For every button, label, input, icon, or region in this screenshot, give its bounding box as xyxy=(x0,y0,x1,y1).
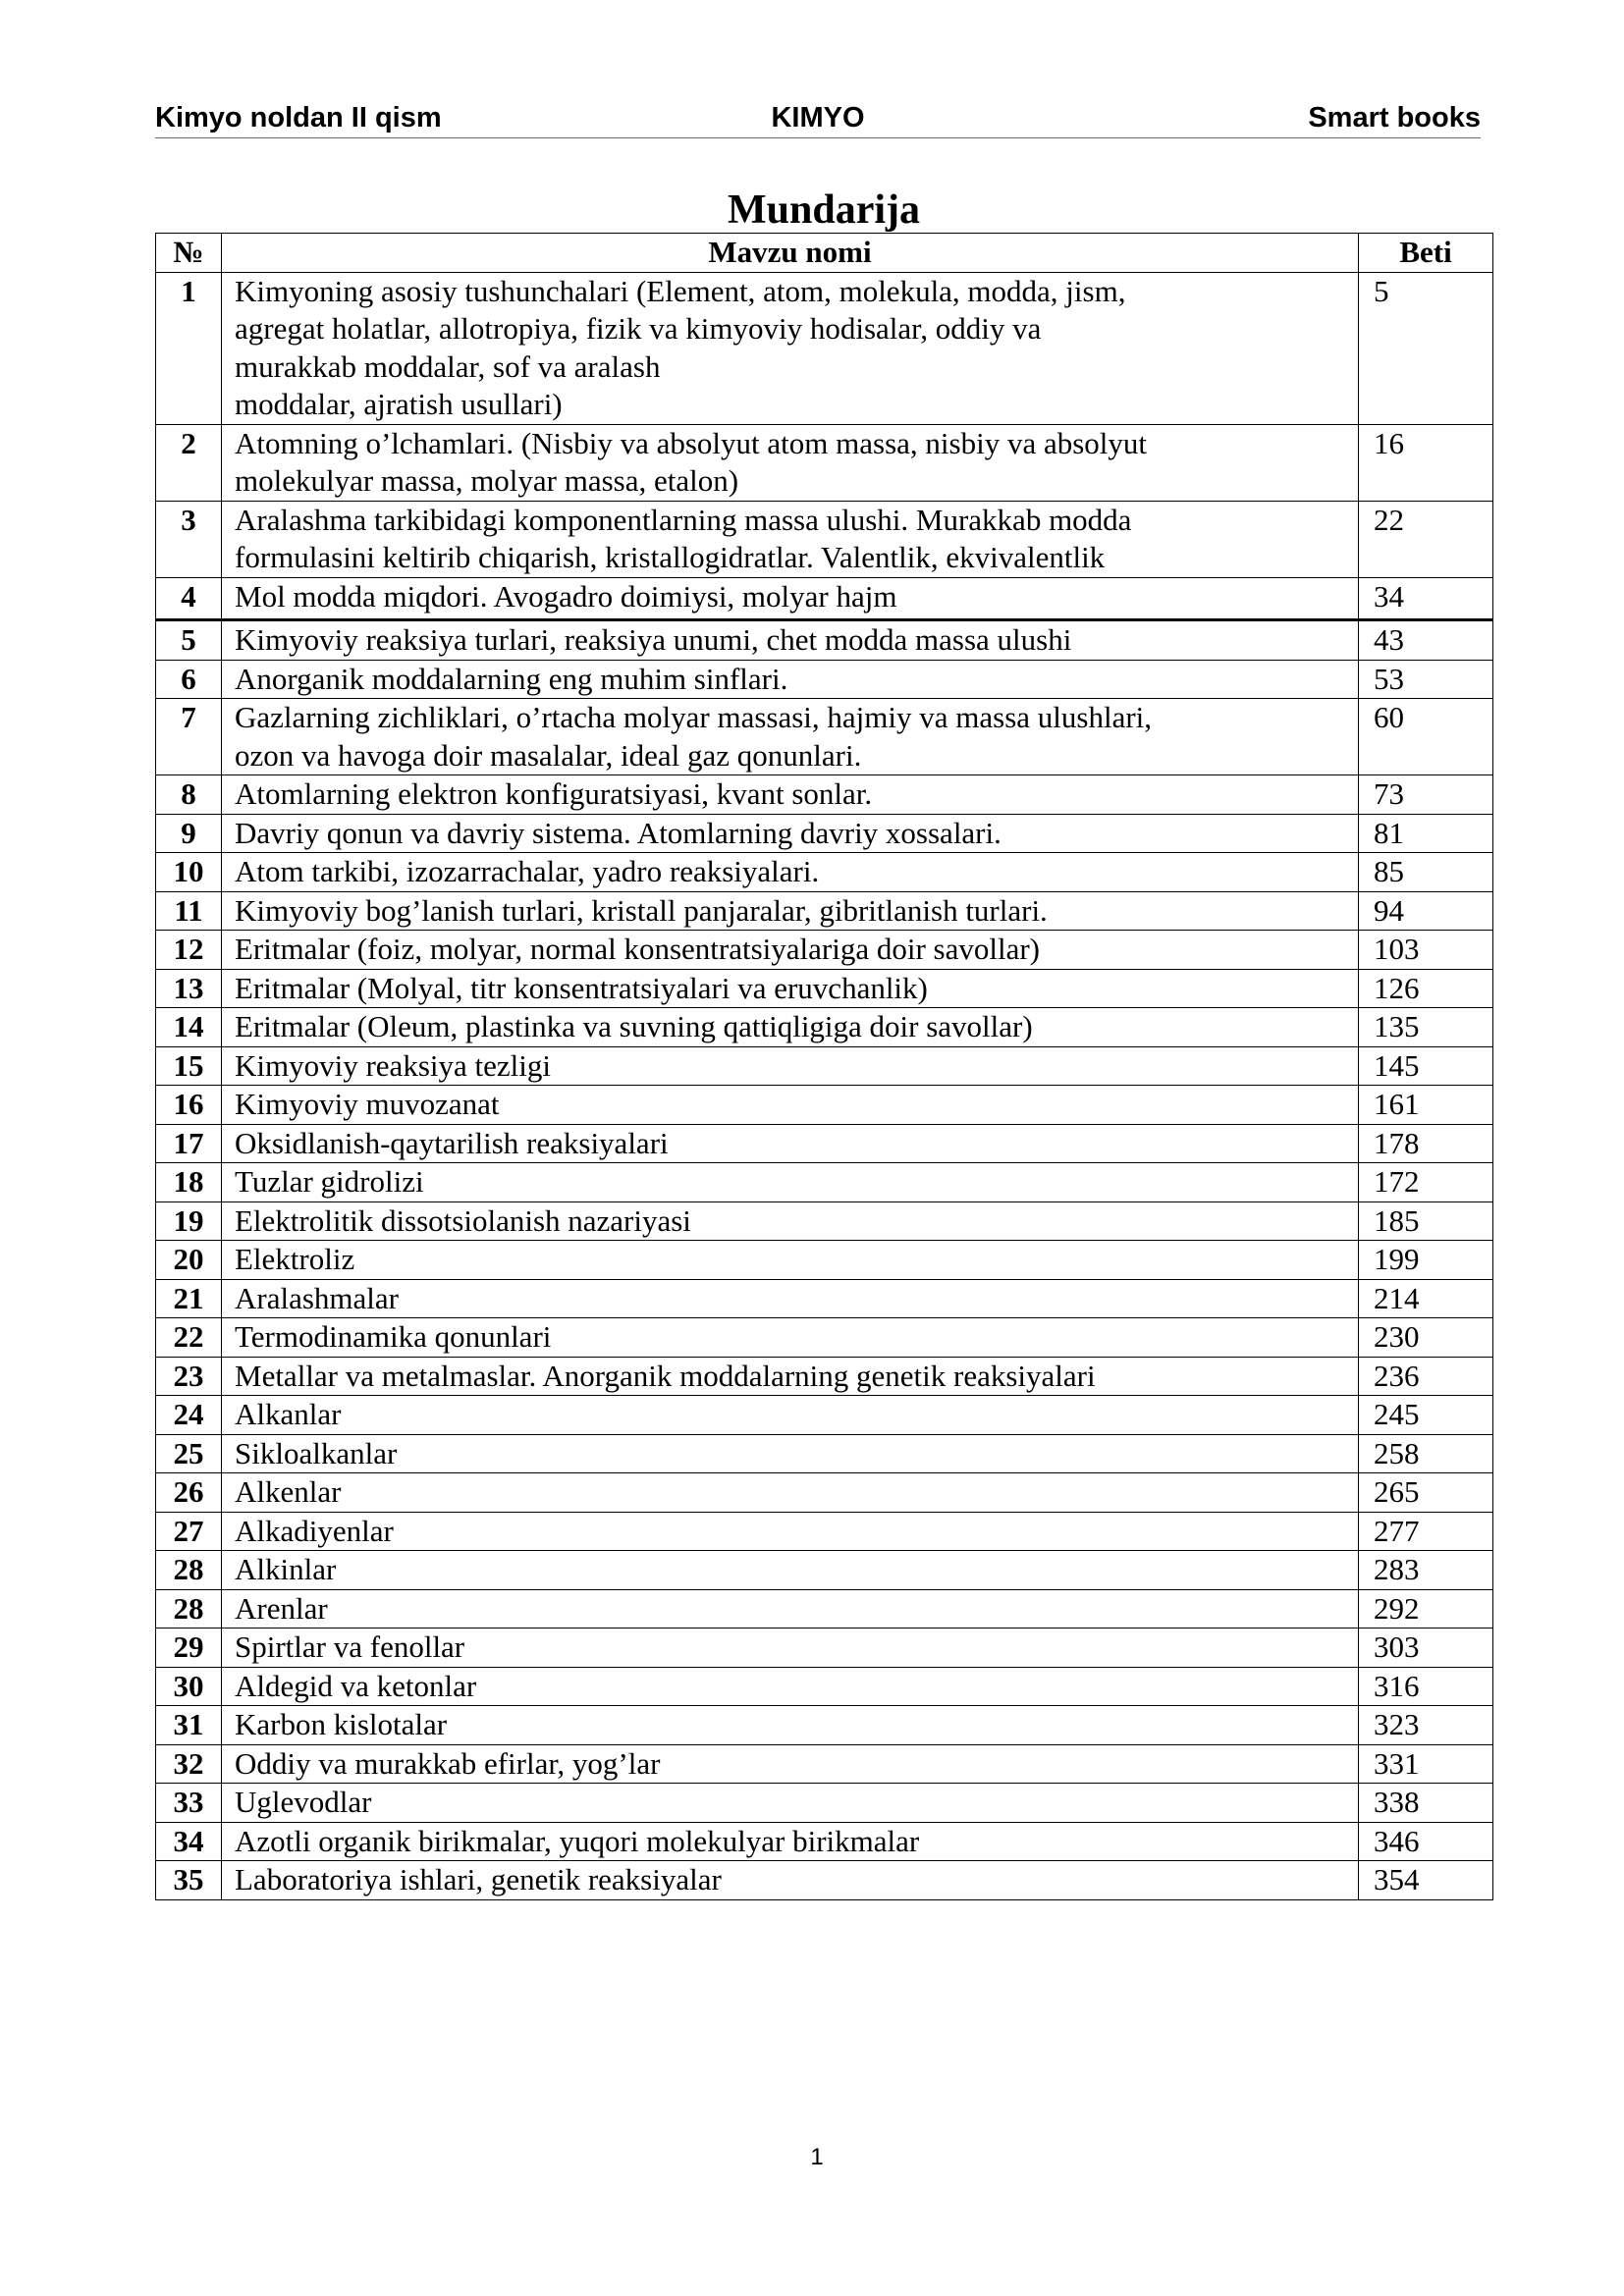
toc-row-number: 33 xyxy=(156,1784,222,1823)
toc-row-topic: Gazlarning zichliklari, o’rtacha molyar massasi, hajmiy va massa ulushlari, ozon va havoga doir masalalar, ideal gaz qonunlari. xyxy=(222,699,1359,775)
toc-row-topic: Termodinamika qonunlari xyxy=(222,1318,1359,1358)
toc-row-topic: Elektrolitik dissotsiolanish nazariyasi xyxy=(222,1201,1359,1241)
toc-row-page: 283 xyxy=(1359,1551,1493,1590)
toc-row-page: 178 xyxy=(1359,1124,1493,1163)
toc-row-topic: Alkenlar xyxy=(222,1473,1359,1513)
toc-row xyxy=(156,1318,1493,1358)
toc-row-number: 16 xyxy=(156,1086,222,1125)
toc-row-topic: Tuzlar gidrolizi xyxy=(222,1163,1359,1202)
toc-row-topic: Kimyoning asosiy tushunchalari (Element, atom, molekula, modda, jism, agregat holatlar, allotropiya, fizik va kimyoviy hodisalar, oddiy va murakkab moddalar, sof va aralash moddalar, ajratish usullari) xyxy=(222,272,1359,424)
toc-row-page: 135 xyxy=(1359,1008,1493,1047)
column-header-number: № xyxy=(156,234,222,273)
toc-row-page: 94 xyxy=(1359,891,1493,931)
toc-row-number: 21 xyxy=(156,1279,222,1318)
toc-row-number: 5 xyxy=(156,620,222,661)
toc-row-page: 73 xyxy=(1359,775,1493,815)
toc-row-topic: Oddiy va murakkab efirlar, yog’lar xyxy=(222,1744,1359,1784)
toc-row-topic: Kimyoviy reaksiya turlari, reaksiya unumi, chet modda massa ulushi xyxy=(222,620,1359,661)
toc-row-topic: Alkanlar xyxy=(222,1396,1359,1435)
running-header xyxy=(155,98,1481,138)
toc-row-page: 60 xyxy=(1359,699,1493,775)
toc-row-number: 27 xyxy=(156,1512,222,1551)
toc-row-number: 28 xyxy=(156,1589,222,1629)
toc-row-topic: Mol modda miqdori. Avogadro doimiysi, molyar hajm xyxy=(222,577,1359,620)
toc-row-page: 145 xyxy=(1359,1046,1493,1086)
toc-row-topic: Azotli organik birikmalar, yuqori molekulyar birikmalar xyxy=(222,1822,1359,1861)
toc-row-page: 331 xyxy=(1359,1744,1493,1784)
toc-row-topic: Atomning o’lchamlari. (Nisbiy va absolyut atom massa, nisbiy va absolyut molekulyar massa, molyar massa, etalon) xyxy=(222,424,1359,501)
toc-row-topic: Aldegid va ketonlar xyxy=(222,1667,1359,1706)
toc-row-page: 53 xyxy=(1359,660,1493,699)
toc-row-topic: Eritmalar (Molyal, titr konsentratsiyalari va eruvchanlik) xyxy=(222,969,1359,1008)
toc-row-topic: Alkinlar xyxy=(222,1551,1359,1590)
toc-row-page: 236 xyxy=(1359,1357,1493,1396)
toc-row-topic: Karbon kislotalar xyxy=(222,1706,1359,1745)
toc-row-topic: Aralashma tarkibidagi komponentlarning massa ulushi. Murakkab modda formulasini keltirib chiqarish, kristallogidratlar. Valentlik, ekvivalentlik xyxy=(222,501,1359,577)
toc-row-number: 12 xyxy=(156,931,222,970)
toc-row xyxy=(156,1046,1493,1086)
toc-row-topic: Elektroliz xyxy=(222,1241,1359,1280)
toc-row xyxy=(156,1279,1493,1318)
table-of-contents xyxy=(155,233,1492,1900)
toc-row-number: 31 xyxy=(156,1706,222,1745)
toc-row-page: 303 xyxy=(1359,1629,1493,1668)
toc-row-number: 26 xyxy=(156,1473,222,1513)
toc-row-number: 35 xyxy=(156,1861,222,1900)
toc-row-number: 10 xyxy=(156,853,222,892)
toc-row-page: 34 xyxy=(1359,577,1493,620)
toc-row-topic: Atomlarning elektron konfiguratsiyasi, kvant sonlar. xyxy=(222,775,1359,815)
running-header-publisher: Smart books xyxy=(1308,102,1481,133)
toc-row xyxy=(156,660,1493,699)
toc-row xyxy=(156,1667,1493,1706)
toc-row-number: 30 xyxy=(156,1667,222,1706)
toc-row-number: 29 xyxy=(156,1629,222,1668)
toc-row-number: 22 xyxy=(156,1318,222,1358)
toc-row-topic: Anorganik moddalarning eng muhim sinflari. xyxy=(222,660,1359,699)
toc-row xyxy=(156,1086,1493,1125)
toc-row xyxy=(156,1822,1493,1861)
toc-row-topic: Eritmalar (foiz, molyar, normal konsentratsiyalariga doir savollar) xyxy=(222,931,1359,970)
toc-row-topic: Laboratoriya ishlari, genetik reaksiyalar xyxy=(222,1861,1359,1900)
toc-row-page: 323 xyxy=(1359,1706,1493,1745)
toc-row-number: 28 xyxy=(156,1551,222,1590)
toc-row-page: 85 xyxy=(1359,853,1493,892)
toc-row xyxy=(156,699,1493,775)
toc-row xyxy=(156,1744,1493,1784)
toc-row-number: 11 xyxy=(156,891,222,931)
toc-row xyxy=(156,272,1493,424)
toc-row-topic: Aralashmalar xyxy=(222,1279,1359,1318)
toc-row-topic: Kimyoviy muvozanat xyxy=(222,1086,1359,1125)
toc-row xyxy=(156,853,1493,892)
toc-row xyxy=(156,1357,1493,1396)
toc-row-page: 292 xyxy=(1359,1589,1493,1629)
toc-row xyxy=(156,501,1493,577)
toc-row-number: 18 xyxy=(156,1163,222,1202)
toc-row-topic: Atom tarkibi, izozarrachalar, yadro reaksiyalari. xyxy=(222,853,1359,892)
running-header-subject: KIMYO xyxy=(771,102,865,133)
toc-row-topic: Sikloalkanlar xyxy=(222,1434,1359,1473)
toc-row-number: 17 xyxy=(156,1124,222,1163)
toc-row-number: 1 xyxy=(156,272,222,424)
toc-row-page: 277 xyxy=(1359,1512,1493,1551)
toc-row-topic: Alkadiyenlar xyxy=(222,1512,1359,1551)
toc-row-page: 161 xyxy=(1359,1086,1493,1125)
toc-row xyxy=(156,1706,1493,1745)
toc-row-number: 8 xyxy=(156,775,222,815)
toc-row-topic: Oksidlanish-qaytarilish reaksiyalari xyxy=(222,1124,1359,1163)
toc-row xyxy=(156,1629,1493,1668)
page-number: 1 xyxy=(810,2144,824,2170)
toc-row-page: 346 xyxy=(1359,1822,1493,1861)
toc-row xyxy=(156,577,1493,620)
toc-row xyxy=(156,1124,1493,1163)
toc-row-page: 103 xyxy=(1359,931,1493,970)
toc-row-number: 14 xyxy=(156,1008,222,1047)
toc-row xyxy=(156,1589,1493,1629)
toc-row xyxy=(156,931,1493,970)
toc-row-page: 199 xyxy=(1359,1241,1493,1280)
toc-row xyxy=(156,1163,1493,1202)
toc-row xyxy=(156,891,1493,931)
toc-row-page: 354 xyxy=(1359,1861,1493,1900)
toc-row-number: 4 xyxy=(156,577,222,620)
toc-row-topic: Kimyoviy bog’lanish turlari, kristall panjaralar, gibritlanish turlari. xyxy=(222,891,1359,931)
toc-header-row xyxy=(156,234,1493,273)
toc-row-page: 22 xyxy=(1359,501,1493,577)
toc-row-page: 245 xyxy=(1359,1396,1493,1435)
toc-row-number: 13 xyxy=(156,969,222,1008)
toc-row-page: 81 xyxy=(1359,814,1493,853)
toc-row-number: 7 xyxy=(156,699,222,775)
toc-row xyxy=(156,775,1493,815)
toc-row-topic: Davriy qonun va davriy sistema. Atomlarning davriy xossalari. xyxy=(222,814,1359,853)
toc-row xyxy=(156,1512,1493,1551)
toc-row-topic: Uglevodlar xyxy=(222,1784,1359,1823)
toc-row-topic: Kimyoviy reaksiya tezligi xyxy=(222,1046,1359,1086)
toc-row-number: 3 xyxy=(156,501,222,577)
page-title: Mundarija xyxy=(727,187,920,233)
column-header-topic: Mavzu nomi xyxy=(222,234,1359,273)
toc-row-number: 23 xyxy=(156,1357,222,1396)
toc-row-number: 32 xyxy=(156,1744,222,1784)
toc-row xyxy=(156,620,1493,661)
toc-row-number: 25 xyxy=(156,1434,222,1473)
toc-row xyxy=(156,1396,1493,1435)
column-header-page: Beti xyxy=(1359,234,1493,273)
toc-row xyxy=(156,1434,1493,1473)
toc-row xyxy=(156,1008,1493,1047)
toc-row-number: 24 xyxy=(156,1396,222,1435)
toc-row-number: 34 xyxy=(156,1822,222,1861)
toc-row-topic: Arenlar xyxy=(222,1589,1359,1629)
toc-row-number: 19 xyxy=(156,1201,222,1241)
toc-row xyxy=(156,1241,1493,1280)
toc-row-page: 16 xyxy=(1359,424,1493,501)
running-header-book-title: Kimyo noldan II qism xyxy=(155,102,442,133)
toc-row-page: 214 xyxy=(1359,1279,1493,1318)
toc-row xyxy=(156,969,1493,1008)
toc-row xyxy=(156,1551,1493,1590)
toc-row-page: 230 xyxy=(1359,1318,1493,1358)
toc-row-topic: Eritmalar (Oleum, plastinka va suvning qattiqligiga doir savollar) xyxy=(222,1008,1359,1047)
toc-row xyxy=(156,424,1493,501)
toc-row-page: 43 xyxy=(1359,620,1493,661)
toc-row-topic: Metallar va metalmaslar. Anorganik moddalarning genetik reaksiyalari xyxy=(222,1357,1359,1396)
toc-row xyxy=(156,1861,1493,1900)
toc-row-number: 9 xyxy=(156,814,222,853)
toc-row-page: 265 xyxy=(1359,1473,1493,1513)
toc-row-page: 172 xyxy=(1359,1163,1493,1202)
toc-row-page: 258 xyxy=(1359,1434,1493,1473)
toc-row-number: 6 xyxy=(156,660,222,699)
toc-row xyxy=(156,1473,1493,1513)
toc-row-number: 20 xyxy=(156,1241,222,1280)
toc-row-number: 2 xyxy=(156,424,222,501)
toc-row-page: 338 xyxy=(1359,1784,1493,1823)
toc-row-page: 126 xyxy=(1359,969,1493,1008)
toc-row xyxy=(156,1784,1493,1823)
toc-row-topic: Spirtlar va fenollar xyxy=(222,1629,1359,1668)
toc-body xyxy=(156,272,1493,1899)
toc-row-page: 185 xyxy=(1359,1201,1493,1241)
toc-table xyxy=(155,233,1493,1900)
toc-row xyxy=(156,814,1493,853)
toc-row-page: 5 xyxy=(1359,272,1493,424)
toc-row-page: 316 xyxy=(1359,1667,1493,1706)
toc-row xyxy=(156,1201,1493,1241)
toc-row-number: 15 xyxy=(156,1046,222,1086)
